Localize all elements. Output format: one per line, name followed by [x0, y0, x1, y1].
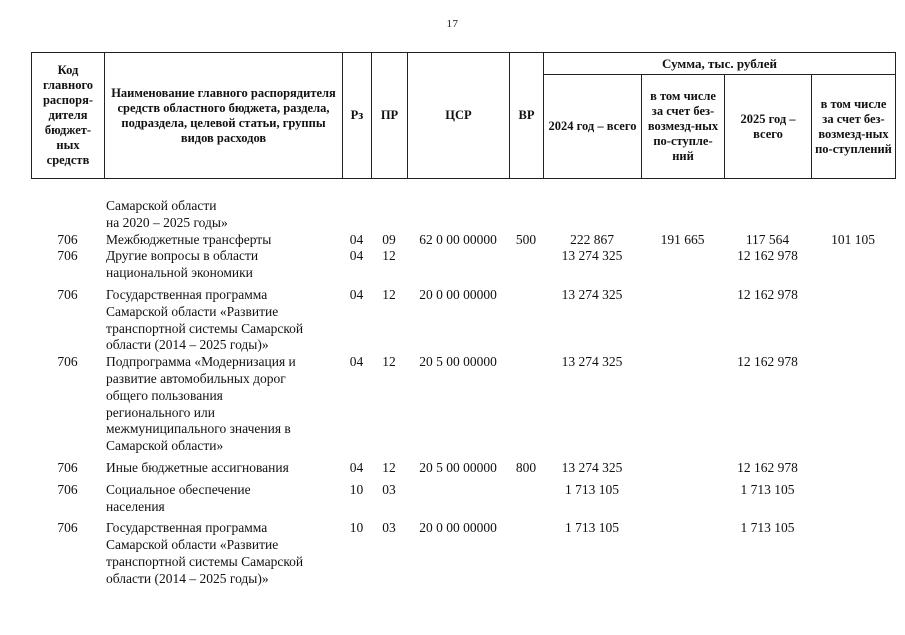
table-row: [31, 198, 895, 232]
cell-rz: 04: [349, 248, 364, 264]
cell-name: Социальное обеспечение населения: [106, 481, 251, 514]
cell-y2025-free: [811, 520, 895, 587]
cell-vr: [509, 354, 543, 460]
cell-y2024-free: [641, 482, 724, 521]
cell-pr: 12: [382, 286, 396, 302]
table-header: [31, 52, 896, 179]
cell-csr: 20 5 00 00000: [419, 459, 497, 475]
cell-y2024-free: [641, 354, 724, 460]
cell-pr: 09: [382, 231, 396, 247]
cell-vr: [509, 198, 543, 232]
col-2025-total-header: 2025 год – всего: [725, 75, 812, 179]
cell-y2025: [724, 198, 811, 232]
cell-rz: [342, 198, 371, 232]
cell-name: Государственная программа Самарской области «Развитие транспортной системы Самарской области (2014 – 2025 годы)»: [106, 520, 304, 586]
col-name-header: Наименование главного распорядителя средств областного бюджета, раздела, подраздела, целевой статьи, группы видов расходов: [105, 53, 343, 179]
cell-code: [31, 198, 104, 232]
cell-y2024: 13 274 325: [561, 248, 623, 264]
cell-rz: 04: [349, 286, 364, 302]
cell-y2024: [543, 198, 641, 232]
col-code-header: Код главного распоря-дителя бюджет-ных средств: [32, 53, 105, 179]
table-row: [31, 287, 895, 354]
cell-code: 706: [57, 286, 78, 302]
cell-y2024: 13 274 325: [561, 354, 623, 370]
cell-rz: 10: [349, 481, 364, 497]
cell-pr: 03: [382, 481, 396, 497]
page-number: 17: [446, 18, 459, 30]
cell-vr: [509, 520, 543, 587]
cell-y2024-free: [641, 248, 724, 287]
cell-name: Подпрограмма «Модернизация и развитие автомобильных дорог общего пользования регионального или межмуниципального значения в Самарской области»: [106, 354, 296, 454]
cell-rz: 04: [349, 459, 364, 475]
cell-csr: 20 5 00 00000: [419, 354, 497, 370]
cell-y2024: 222 867: [570, 231, 614, 247]
cell-code: 706: [57, 459, 78, 475]
cell-code: 706: [57, 481, 78, 497]
cell-y2025-free: 101 105: [831, 231, 875, 247]
cell-pr: [371, 198, 407, 232]
cell-y2025-free: [811, 460, 895, 482]
cell-pr: 12: [382, 459, 396, 475]
cell-rz: 04: [349, 231, 364, 247]
cell-y2025: 12 162 978: [737, 248, 798, 264]
cell-y2024-free: 191 665: [660, 231, 705, 247]
cell-code: 706: [57, 248, 78, 264]
cell-y2024: 13 274 325: [561, 286, 623, 302]
cell-csr: 20 0 00 00000: [419, 520, 497, 536]
col-2024-free-header: в том числе за счет без-возмезд-ных по-ступле-ний: [642, 75, 725, 179]
col-2025-free-header: в том числе за счет без-возмезд-ных по-ступлений: [812, 75, 896, 179]
table-row: [31, 482, 895, 521]
cell-code: 706: [57, 231, 78, 247]
cell-y2025: 117 564: [745, 231, 790, 247]
cell-name: Межбюджетные трансферты: [106, 231, 272, 247]
table-row: [31, 232, 895, 249]
cell-pr: 03: [382, 520, 396, 536]
cell-y2024: 13 274 325: [561, 459, 623, 475]
cell-code: 706: [57, 354, 78, 370]
cell-y2025-free: [811, 482, 895, 521]
cell-rz: 04: [349, 354, 364, 370]
cell-vr: 500: [515, 231, 537, 247]
cell-csr: [407, 198, 509, 232]
cell-name: Другие вопросы в области национальной экономики: [106, 248, 259, 281]
cell-code: 706: [57, 520, 78, 536]
cell-name: Иные бюджетные ассигнования: [106, 459, 289, 475]
cell-pr: 12: [382, 354, 396, 370]
col-summa-header: Сумма, тыс. рублей: [544, 53, 896, 75]
cell-y2024: 1 713 105: [565, 481, 619, 497]
cell-name: Самарской области на 2020 – 2025 годы»: [106, 198, 228, 230]
cell-y2024-free: [641, 287, 724, 354]
cell-vr: [509, 248, 543, 287]
cell-vr: [509, 287, 543, 354]
cell-y2025: 1 713 105: [740, 481, 795, 497]
cell-y2025-free: [811, 248, 895, 287]
cell-y2025: 1 713 105: [740, 520, 795, 536]
col-pr-header: ПР: [372, 53, 408, 179]
cell-y2025: 12 162 978: [737, 459, 798, 475]
budget-table-body: [31, 198, 895, 588]
cell-csr: [407, 482, 509, 521]
cell-y2025-free: [811, 354, 895, 460]
cell-csr: 62 0 00 00000: [419, 231, 497, 247]
table-row: [31, 520, 895, 587]
cell-rz: 10: [349, 520, 364, 536]
cell-y2025-free: [811, 198, 895, 232]
table-row: [31, 460, 895, 482]
cell-y2025-free: [811, 287, 895, 354]
cell-y2024-free: [641, 198, 724, 232]
cell-csr: 20 0 00 00000: [419, 286, 497, 302]
col-csr-header: ЦСР: [408, 53, 510, 179]
col-vr-header: ВР: [510, 53, 544, 179]
col-2024-total-header: 2024 год – всего: [544, 75, 642, 179]
col-rz-header: Рз: [343, 53, 372, 179]
cell-y2025: 12 162 978: [737, 354, 798, 370]
cell-csr: [407, 248, 509, 287]
cell-y2024-free: [641, 520, 724, 587]
cell-y2024-free: [641, 460, 724, 482]
cell-name: Государственная программа Самарской области «Развитие транспортной системы Самарской области (2014 – 2025 годы)»: [106, 286, 304, 353]
table-row: [31, 354, 895, 460]
cell-y2024: 1 713 105: [565, 520, 619, 536]
table-row: [31, 248, 895, 287]
cell-vr: [509, 482, 543, 521]
cell-y2025: 12 162 978: [737, 286, 798, 302]
cell-vr: 800: [515, 459, 537, 475]
cell-pr: 12: [382, 248, 396, 264]
